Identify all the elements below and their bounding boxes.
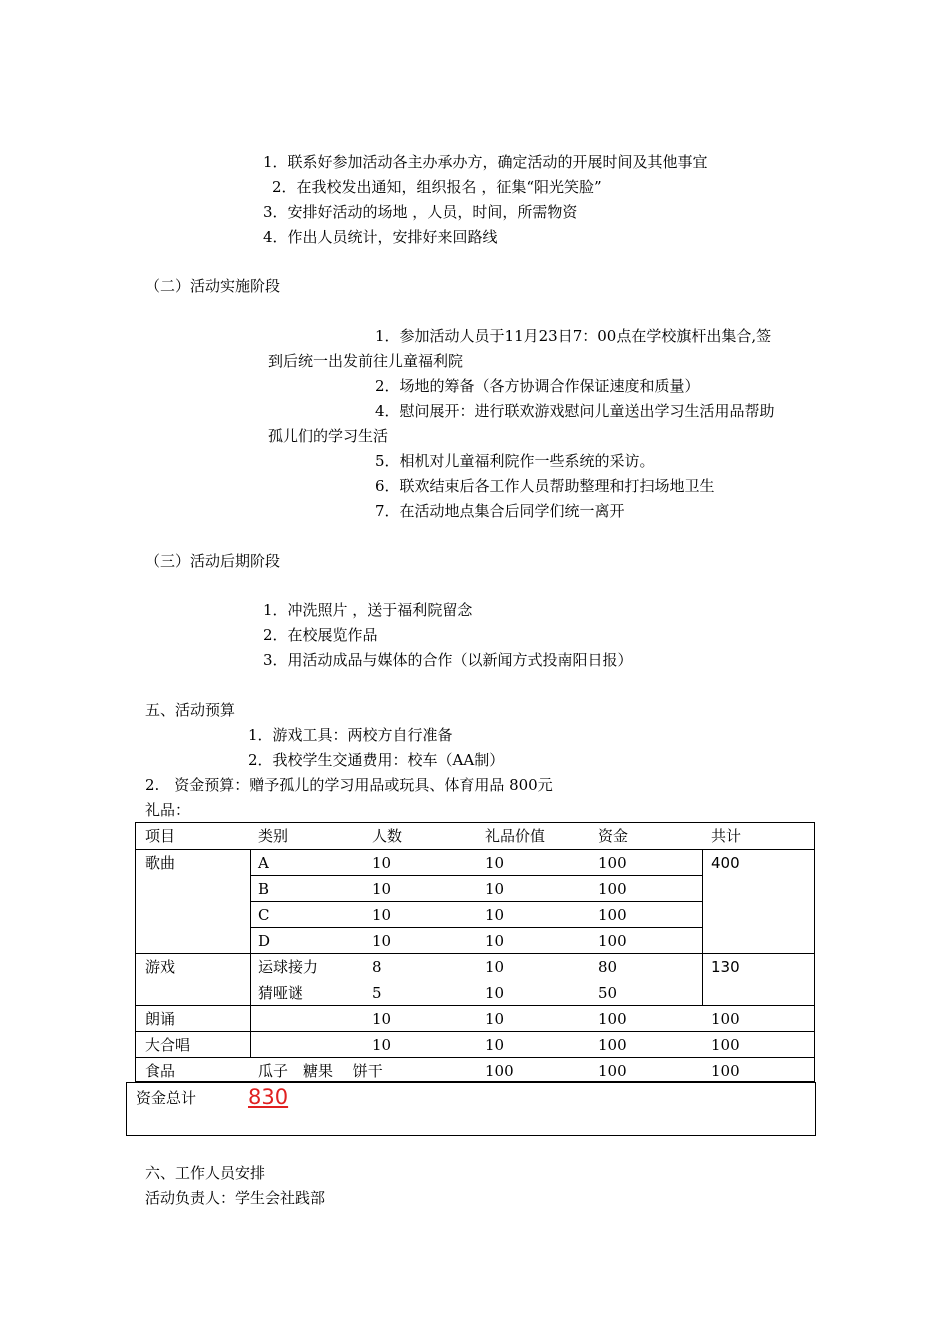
- fund-total-value: 830: [248, 1085, 289, 1109]
- song-d-category: D: [258, 932, 271, 950]
- song-a-count: 10: [372, 854, 392, 872]
- header-total: 共计: [711, 827, 742, 845]
- song-c-fund: 100: [598, 906, 627, 924]
- row-chorus-fund: 100: [598, 1036, 627, 1054]
- song-d-gift-value: 10: [485, 932, 505, 950]
- table-rule: [136, 849, 814, 850]
- fund-total-label: 资金总计: [136, 1089, 197, 1107]
- row-food-category: 瓜子 糖果 饼干: [258, 1062, 383, 1080]
- row-chorus-total: 100: [711, 1036, 740, 1054]
- gift-label: 礼品：: [145, 801, 191, 819]
- header-gift-value: 礼品价值: [485, 827, 546, 845]
- table-rule: [136, 953, 814, 954]
- phase1-item-2: 2．在我校发出通知，组织报名 ，征集“阳光笑脸”: [272, 178, 602, 196]
- phase3-heading: （三）活动后期阶段: [145, 552, 281, 570]
- row-chorus-gift-value: 10: [485, 1036, 505, 1054]
- phase2-item-1-cont: 到后统一出发前往儿童福利院: [268, 352, 464, 370]
- song-c-gift-value: 10: [485, 906, 505, 924]
- song-b-gift-value: 10: [485, 880, 505, 898]
- phase1-item-1: 1．联系好参加活动各主办承办方，确定活动的开展时间及其他事宜: [263, 153, 708, 171]
- phase3-item-2: 2．在校展览作品: [263, 626, 378, 644]
- phase3-item-3: 3．用活动成品与媒体的合作（以新闻方式投南阳日报）: [263, 651, 633, 669]
- fund-total-box: [126, 1082, 816, 1136]
- fund-line: 2. 资金预算：赠予孤儿的学习用品或玩具、体育用品 800元: [145, 776, 553, 794]
- phase2-item-4: 4．慰问展开：进行联欢游戏慰问儿童送出学习生活用品帮助: [375, 402, 775, 420]
- row-recite-fund: 100: [598, 1010, 627, 1028]
- row-chorus-count: 10: [372, 1036, 392, 1054]
- game-relay-category: 运球接力: [258, 958, 319, 976]
- phase3-item-1: 1．冲洗照片 ，送于福利院留念: [263, 601, 473, 619]
- song-b-fund: 100: [598, 880, 627, 898]
- row-game-total: 130: [711, 958, 740, 976]
- row-food-item: 食品: [145, 1062, 176, 1080]
- song-d-count: 10: [372, 932, 392, 950]
- row-recite-total: 100: [711, 1010, 740, 1028]
- song-a-fund: 100: [598, 854, 627, 872]
- row-song-item: 歌曲: [145, 854, 176, 872]
- header-fund: 资金: [598, 827, 629, 845]
- row-food-fund: 100: [598, 1062, 627, 1080]
- song-a-category: A: [258, 854, 269, 872]
- phase2-item-2: 2．场地的筹备（各方协调合作保证速度和质量）: [375, 377, 700, 395]
- table-rule: [250, 849, 251, 1057]
- row-food-total: 100: [711, 1062, 740, 1080]
- row-game-item: 游戏: [145, 958, 176, 976]
- phase2-item-6: 6．联欢结束后各工作人员帮助整理和打扫场地卫生: [375, 477, 715, 495]
- phase1-item-3: 3．安排好活动的场地 ，人员，时间，所需物资: [263, 203, 578, 221]
- budget-heading: 五、活动预算: [145, 701, 236, 719]
- song-d-fund: 100: [598, 932, 627, 950]
- budget-item-2: 2．我校学生交通费用：校车（AA制）: [248, 751, 505, 769]
- phase2-item-1: 1．参加活动人员于11月23日7：00点在学校旗杆出集合,签: [375, 327, 772, 345]
- header-count: 人数: [372, 827, 403, 845]
- row-recite-count: 10: [372, 1010, 392, 1028]
- song-a-gift-value: 10: [485, 854, 505, 872]
- game-charade-gift-value: 10: [485, 984, 505, 1002]
- game-charade-count: 5: [372, 984, 382, 1002]
- staff-line: 活动负责人：学生会社践部: [145, 1189, 326, 1207]
- phase2-item-4-cont: 孤儿们的学习生活: [268, 427, 389, 445]
- phase2-item-7: 7．在活动地点集合后同学们统一离开: [375, 502, 625, 520]
- table-rule: [250, 927, 702, 928]
- song-b-category: B: [258, 880, 270, 898]
- row-recite-item: 朗诵: [145, 1010, 176, 1028]
- table-rule: [136, 1057, 814, 1058]
- header-item: 项目: [145, 827, 176, 845]
- game-relay-count: 8: [372, 958, 382, 976]
- staff-heading: 六、工作人员安排: [145, 1164, 266, 1182]
- table-rule: [136, 1005, 814, 1006]
- table-rule: [250, 875, 702, 876]
- game-relay-fund: 80: [598, 958, 618, 976]
- phase2-item-5: 5．相机对儿童福利院作一些系统的采访。: [375, 452, 655, 470]
- song-c-category: C: [258, 906, 270, 924]
- phase2-heading: （二）活动实施阶段: [145, 277, 281, 295]
- phase1-item-4: 4．作出人员统计，安排好来回路线: [263, 228, 498, 246]
- header-category: 类别: [258, 827, 289, 845]
- row-song-total: 400: [711, 854, 740, 872]
- table-rule: [250, 901, 702, 902]
- song-b-count: 10: [372, 880, 392, 898]
- game-charade-fund: 50: [598, 984, 618, 1002]
- row-chorus-item: 大合唱: [145, 1036, 191, 1054]
- table-rule: [136, 1031, 814, 1032]
- budget-item-1: 1．游戏工具：两校方自行准备: [248, 726, 453, 744]
- song-c-count: 10: [372, 906, 392, 924]
- game-charade-category: 猜哑谜: [258, 984, 304, 1002]
- table-rule: [702, 849, 703, 1005]
- row-recite-gift-value: 10: [485, 1010, 505, 1028]
- row-food-gift-value: 100: [485, 1062, 514, 1080]
- game-relay-gift-value: 10: [485, 958, 505, 976]
- budget-table: [135, 822, 815, 1082]
